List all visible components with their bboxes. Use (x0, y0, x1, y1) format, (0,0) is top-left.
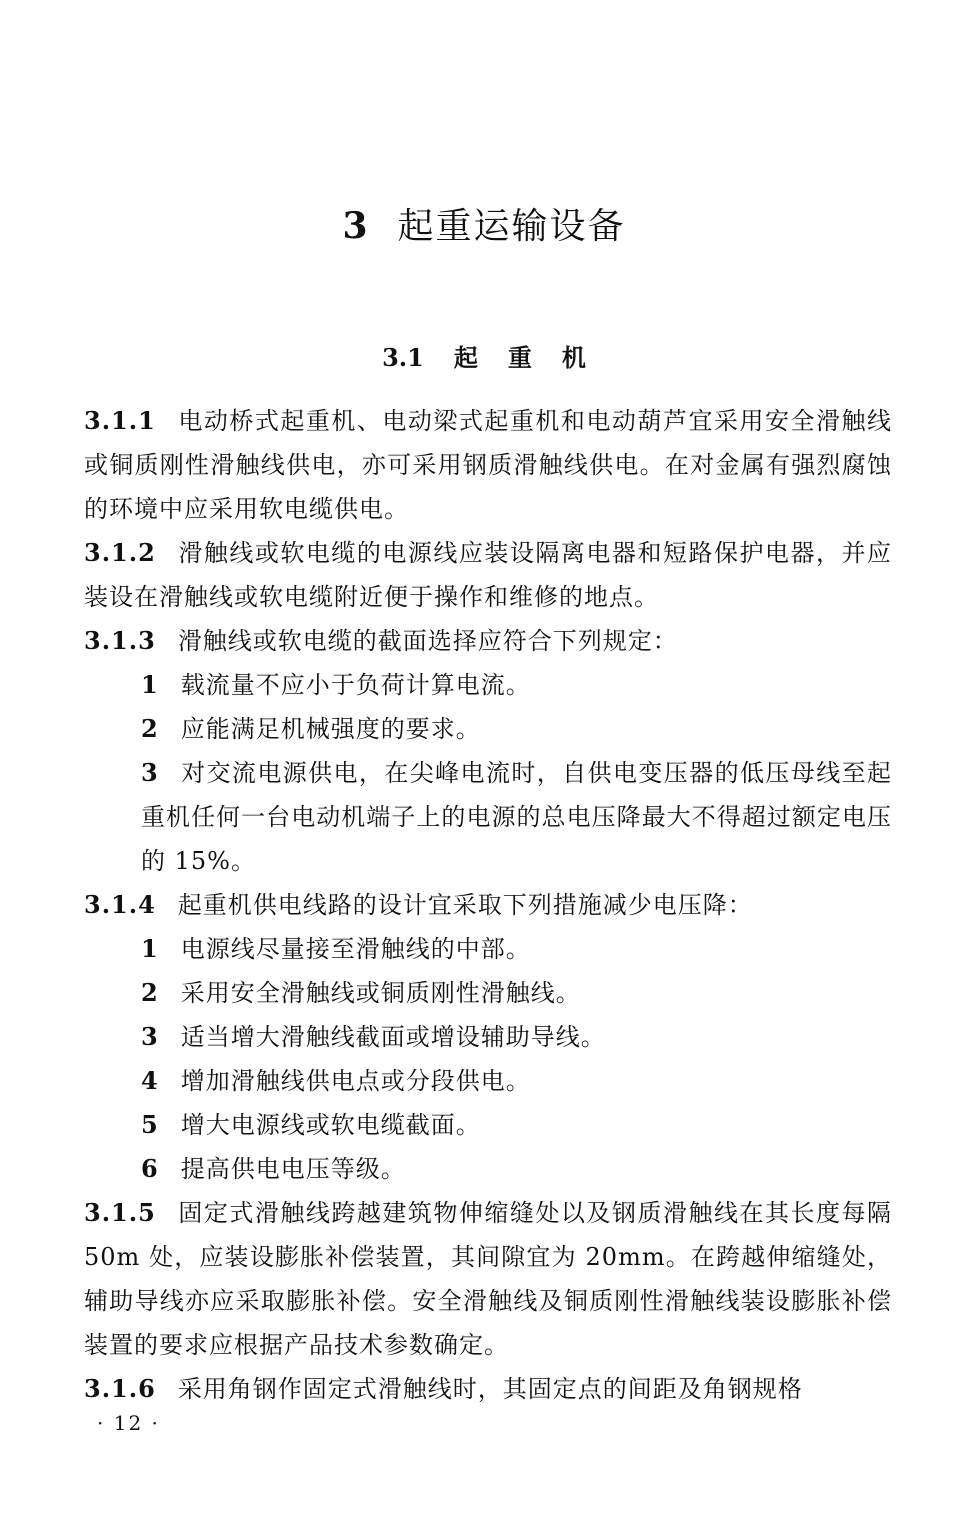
list-item (84, 1103, 892, 1147)
list-item (84, 927, 892, 971)
item-number: 3 (141, 758, 159, 787)
clause-number: 3.1.5 (84, 1198, 156, 1227)
item-number: 1 (141, 670, 159, 699)
item-text: 适当增大滑触线截面或增设辅助导线。 (180, 1023, 606, 1051)
item-number: 1 (141, 934, 159, 963)
clause-text: 电动桥式起重机、电动梁式起重机和电动葫芦宜采用安全滑触线或铜质刚性滑触线供电，亦可采用钢质滑触线供电。在对金属有强烈腐蚀的环境中应采用软电缆供电。 (84, 407, 892, 523)
clause-number: 3.1.6 (84, 1374, 156, 1403)
page-number: · 12 · (97, 1411, 160, 1435)
item-text: 应能满足机械强度的要求。 (180, 715, 481, 743)
clause-text: 滑触线或软电缆的截面选择应符合下列规定： (177, 627, 678, 655)
item-text: 增大电源线或软电缆截面。 (180, 1111, 481, 1139)
clause-text: 采用角钢作固定式滑触线时，其固定点的间距及角钢规格 (177, 1375, 803, 1403)
clause-3-1-4 (84, 883, 892, 927)
chapter-title (0, 198, 968, 249)
list-item (84, 707, 892, 751)
clause-3-1-3 (84, 619, 892, 663)
clause-text: 固定式滑触线跨越建筑物伸缩缝处以及钢质滑触线在其长度每隔 50m 处，应装设膨胀补偿装置，其间隙宜为 20mm。在跨越伸缩缝处，辅助导线亦应采取膨胀补偿。安全滑触线及铜质刚性滑触线装设膨胀补偿装置的要求应根据产品技术参数确定。 (84, 1199, 892, 1359)
item-text: 电源线尽量接至滑触线的中部。 (180, 935, 531, 963)
list-item (84, 1147, 892, 1191)
item-text: 增加滑触线供电点或分段供电。 (180, 1067, 531, 1095)
chapter-title-text: 起重运输设备 (397, 206, 626, 247)
clause-3-1-5 (84, 1191, 892, 1367)
clause-number: 3.1.4 (84, 890, 156, 919)
item-number: 2 (141, 978, 159, 1007)
item-text: 载流量不应小于负荷计算电流。 (180, 671, 531, 699)
item-text: 提高供电电压等级。 (180, 1155, 406, 1183)
clause-number: 3.1.1 (84, 406, 156, 435)
clause-text: 起重机供电线路的设计宜采取下列措施减少电压降： (177, 891, 753, 919)
list-item (84, 663, 892, 707)
clause-number: 3.1.2 (84, 538, 156, 567)
list-item (84, 751, 892, 883)
clause-3-1-2 (84, 531, 892, 619)
item-number: 2 (141, 714, 159, 743)
section-title-text: 起重机 (453, 343, 616, 372)
section-title (0, 338, 968, 373)
document-body (84, 399, 892, 1411)
chapter-number: 3 (342, 205, 370, 247)
item-number: 4 (141, 1066, 159, 1095)
list-item (84, 1059, 892, 1103)
clause-text: 滑触线或软电缆的电源线应装设隔离电器和短路保护电器，并应装设在滑触线或软电缆附近便于操作和维修的地点。 (84, 539, 892, 611)
clause-3-1-1 (84, 399, 892, 531)
section-number: 3.1 (382, 343, 424, 372)
item-text: 对交流电源供电，在尖峰电流时，自供电变压器的低压母线至起重机任何一台电动机端子上的电源的总电压降最大不得超过额定电压的 15%。 (141, 759, 892, 875)
item-number: 3 (141, 1022, 159, 1051)
item-number: 5 (141, 1110, 159, 1139)
list-item (84, 971, 892, 1015)
item-number: 6 (141, 1154, 159, 1183)
list-item (84, 1015, 892, 1059)
clause-number: 3.1.3 (84, 626, 156, 655)
clause-3-1-6 (84, 1367, 892, 1411)
item-text: 采用安全滑触线或铜质刚性滑触线。 (180, 979, 581, 1007)
